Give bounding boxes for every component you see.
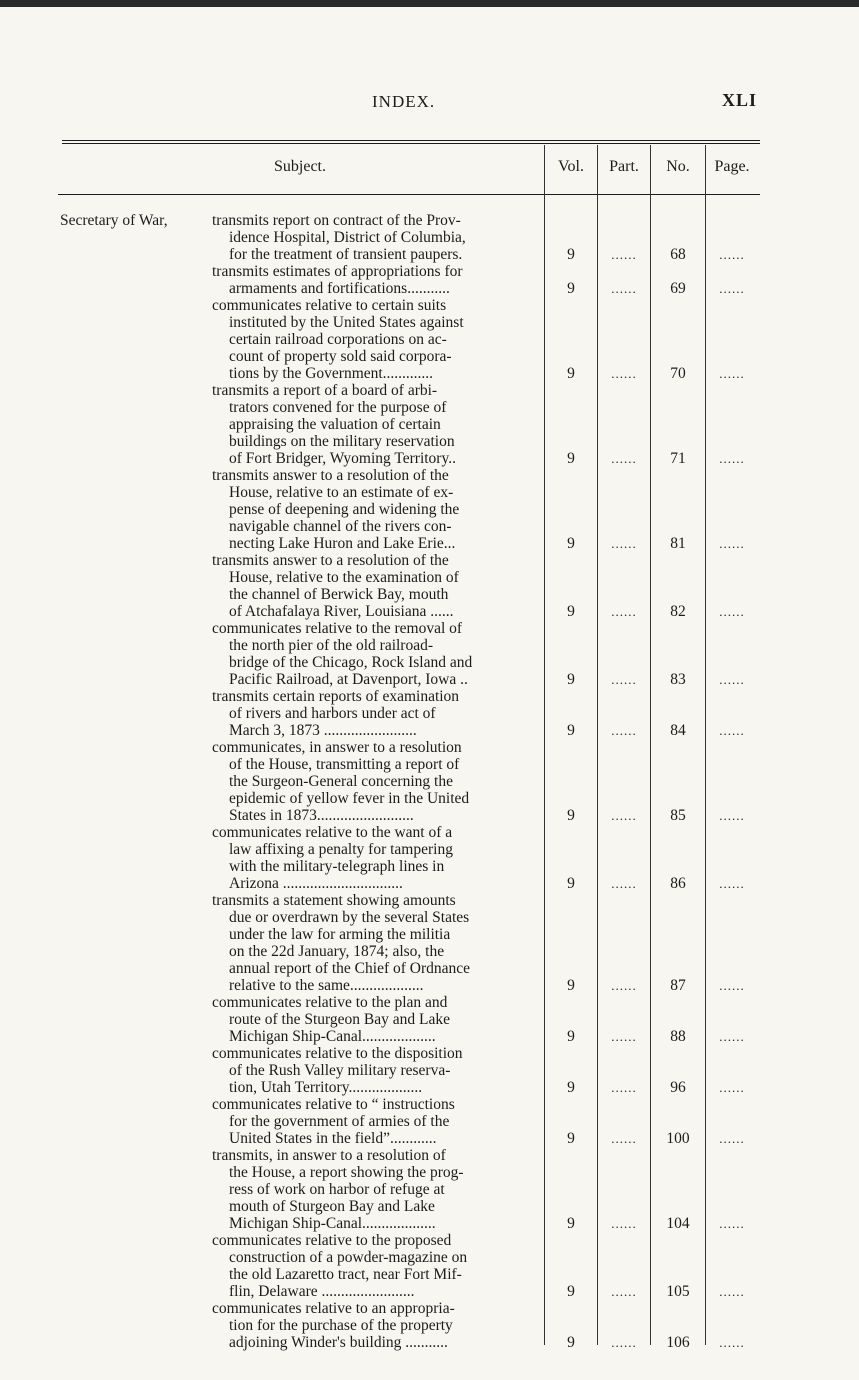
entry-line: transmits a report of a board of arbi- xyxy=(212,382,438,399)
entry-description xyxy=(212,552,540,620)
page-top-edge xyxy=(0,0,859,7)
entry-part: ...... xyxy=(611,723,637,738)
entry-line: with the military-telegraph lines in xyxy=(229,858,445,875)
entry-line: mouth of Sturgeon Bay and Lake xyxy=(229,1198,435,1215)
entry-part: ...... xyxy=(611,604,637,619)
entry-part: ...... xyxy=(611,1335,637,1350)
entry-no: 83 xyxy=(670,671,686,688)
entry-page: ...... xyxy=(719,247,745,262)
entry-line: on the 22d January, 1874; also, the xyxy=(229,943,445,960)
entry-line: Arizona ............................... xyxy=(229,875,403,892)
entry-no: 100 xyxy=(666,1130,690,1147)
entry-line: trators convened for the purpose of xyxy=(229,399,447,416)
entry-part: ...... xyxy=(611,281,637,296)
entry-line: communicates relative to an appropria- xyxy=(212,1300,455,1317)
entry-page: ...... xyxy=(719,366,745,381)
page-number: XLI xyxy=(722,90,758,110)
entry-part: ...... xyxy=(611,1080,637,1095)
entry-line: law affixing a penalty for tampering xyxy=(229,841,453,858)
entry-line: of rivers and harbors under act of xyxy=(229,705,436,722)
entry-line: States in 1873......................... xyxy=(229,807,414,824)
entry-line: communicates relative to the proposed xyxy=(212,1232,452,1249)
entry-description xyxy=(212,688,540,739)
entry-no: 106 xyxy=(666,1334,690,1351)
entry-line: communicates relative to the removal of xyxy=(212,620,463,637)
entry-description xyxy=(212,1147,540,1232)
entry-page: ...... xyxy=(719,1131,745,1146)
entry-line: pense of deepening and widening the xyxy=(229,501,460,518)
entry-no: 87 xyxy=(670,977,686,994)
entry-description xyxy=(212,739,540,824)
entry-part: ...... xyxy=(611,876,637,891)
entry-line: the north pier of the old railroad- xyxy=(229,637,434,654)
entry-line: route of the Sturgeon Bay and Lake xyxy=(229,1011,450,1028)
entry-description xyxy=(212,297,540,382)
entry-vol: 9 xyxy=(567,535,575,552)
entry-line: tions by the Government............. xyxy=(229,365,434,382)
entry-no: 81 xyxy=(670,535,686,552)
entry-description xyxy=(212,263,540,297)
entry-line: bridge of the Chicago, Rock Island and xyxy=(229,654,473,671)
entry-line: March 3, 1873 ........................ xyxy=(229,722,417,739)
entry-no: 68 xyxy=(670,246,686,263)
entry-page: ...... xyxy=(719,723,745,738)
entry-no: 88 xyxy=(670,1028,686,1045)
entry-part: ...... xyxy=(611,1131,637,1146)
entry-page: ...... xyxy=(719,604,745,619)
entry-line: instituted by the United States against xyxy=(229,314,464,331)
entry-line: under the law for arming the militia xyxy=(229,926,451,943)
entry-vol: 9 xyxy=(567,246,575,263)
entry-line: of the Rush Valley military reserva- xyxy=(229,1062,451,1079)
entry-page: ...... xyxy=(719,978,745,993)
entry-line: transmits, in answer to a resolution of xyxy=(212,1147,446,1164)
entry-page: ...... xyxy=(719,1216,745,1231)
column-divider-3 xyxy=(650,145,651,1345)
entry-no: 105 xyxy=(666,1283,690,1300)
entry-line: due or overdrawn by the several States xyxy=(229,909,470,926)
entry-vol: 9 xyxy=(567,1079,575,1096)
entry-line: armaments and fortifications........... xyxy=(229,280,450,297)
entry-line: for the government of armies of the xyxy=(229,1113,450,1130)
entry-part: ...... xyxy=(611,808,637,823)
subject-label: Secretary of War, xyxy=(60,212,168,229)
entry-description xyxy=(212,994,540,1045)
entry-line: necting Lake Huron and Lake Erie... xyxy=(229,535,456,552)
column-header-vol: Vol. xyxy=(558,158,584,175)
entry-line: communicates relative to certain suits xyxy=(212,297,447,314)
entry-line: the Surgeon-General concerning the xyxy=(229,773,453,790)
entry-line: adjoining Winder's building ........... xyxy=(229,1334,448,1351)
entry-vol: 9 xyxy=(567,1283,575,1300)
entry-line: communicates relative to the disposition xyxy=(212,1045,463,1062)
entry-line: House, relative to the examination of xyxy=(229,569,459,586)
entry-line: buildings on the military reservation xyxy=(229,433,455,450)
entry-line: the House, a report showing the prog- xyxy=(229,1164,464,1181)
entry-line: of the House, transmitting a report of xyxy=(229,756,460,773)
entry-line: epidemic of yellow fever in the United xyxy=(229,790,470,807)
entry-description xyxy=(212,892,540,994)
entry-vol: 9 xyxy=(567,977,575,994)
entry-line: communicates relative to the want of a xyxy=(212,824,453,841)
entry-description xyxy=(212,467,540,552)
entry-page: ...... xyxy=(719,1335,745,1350)
entry-page: ...... xyxy=(719,451,745,466)
entry-vol: 9 xyxy=(567,603,575,620)
entry-line: the channel of Berwick Bay, mouth xyxy=(229,586,449,603)
entry-line: United States in the field”............ xyxy=(229,1130,437,1147)
entry-line: Michigan Ship-Canal................... xyxy=(229,1215,436,1232)
entry-page: ...... xyxy=(719,281,745,296)
entry-vol: 9 xyxy=(567,1215,575,1232)
entry-part: ...... xyxy=(611,1284,637,1299)
entry-no: 71 xyxy=(670,450,686,467)
column-divider-4 xyxy=(705,145,706,1345)
entry-vol: 9 xyxy=(567,1130,575,1147)
running-header-title: INDEX. xyxy=(372,92,436,111)
entry-line: relative to the same................... xyxy=(229,977,424,994)
entry-page: ...... xyxy=(719,1080,745,1095)
entry-line: appraising the valuation of certain xyxy=(229,416,441,433)
column-header-page: Page. xyxy=(714,158,750,175)
entry-vol: 9 xyxy=(567,807,575,824)
entry-description xyxy=(212,1300,540,1351)
entry-line: certain railroad corporations on ac- xyxy=(229,331,447,348)
entry-page: ...... xyxy=(719,672,745,687)
entry-line: communicates relative to “ instructions xyxy=(212,1096,455,1113)
entry-description xyxy=(212,620,540,688)
header-rule-bottom xyxy=(58,194,760,195)
entry-vol: 9 xyxy=(567,875,575,892)
entry-line: House, relative to an estimate of ex- xyxy=(229,484,454,501)
entry-page: ...... xyxy=(719,1029,745,1044)
entry-no: 69 xyxy=(670,280,686,297)
entry-no: 82 xyxy=(670,603,686,620)
entry-line: the old Lazaretto tract, near Fort Mif- xyxy=(229,1266,462,1283)
entry-description xyxy=(212,382,540,467)
entry-vol: 9 xyxy=(567,1334,575,1351)
entry-line: transmits estimates of appropriations for xyxy=(212,263,463,280)
entry-part: ...... xyxy=(611,451,637,466)
entry-line: transmits report on contract of the Prov- xyxy=(212,212,461,229)
entry-line: navigable channel of the rivers con- xyxy=(229,518,452,535)
entry-vol: 9 xyxy=(567,365,575,382)
entry-description xyxy=(212,1096,540,1147)
entry-no: 86 xyxy=(670,875,686,892)
entry-line: Pacific Railroad, at Davenport, Iowa .. xyxy=(229,671,468,688)
entry-page: ...... xyxy=(719,876,745,891)
column-header-subject: Subject. xyxy=(274,158,326,175)
entry-vol: 9 xyxy=(567,1028,575,1045)
entry-line: ress of work on harbor of refuge at xyxy=(229,1181,445,1198)
entry-line: for the treatment of transient paupers. xyxy=(229,246,463,263)
entry-part: ...... xyxy=(611,366,637,381)
entry-page: ...... xyxy=(719,1284,745,1299)
entry-description xyxy=(212,1232,540,1300)
entry-vol: 9 xyxy=(567,671,575,688)
entry-line: annual report of the Chief of Ordnance xyxy=(229,960,471,977)
entry-no: 104 xyxy=(666,1215,690,1232)
entry-page: ...... xyxy=(719,536,745,551)
column-divider-1 xyxy=(544,145,545,1345)
entry-line: transmits certain reports of examination xyxy=(212,688,460,705)
entry-vol: 9 xyxy=(567,280,575,297)
entry-no: 70 xyxy=(670,365,686,382)
column-divider-2 xyxy=(597,145,598,1345)
entry-line: transmits answer to a resolution of the xyxy=(212,467,449,484)
entry-line: idence Hospital, District of Columbia, xyxy=(229,229,466,246)
entry-vol: 9 xyxy=(567,450,575,467)
entry-part: ...... xyxy=(611,978,637,993)
entry-page: ...... xyxy=(719,808,745,823)
entry-line: Michigan Ship-Canal................... xyxy=(229,1028,436,1045)
entry-vol: 9 xyxy=(567,722,575,739)
entry-line: communicates relative to the plan and xyxy=(212,994,448,1011)
entry-no: 85 xyxy=(670,807,686,824)
header-rule-top-2 xyxy=(62,143,760,144)
entry-line: construction of a powder-magazine on xyxy=(229,1249,468,1266)
entry-line: flin, Delaware ........................ xyxy=(229,1283,415,1300)
column-header-no: No. xyxy=(666,158,690,175)
entry-description xyxy=(212,212,540,263)
entry-part: ...... xyxy=(611,1029,637,1044)
entry-part: ...... xyxy=(611,1216,637,1231)
entry-line: transmits a statement showing amounts xyxy=(212,892,456,909)
entry-line: of Atchafalaya River, Louisiana ...... xyxy=(229,603,454,620)
entry-part: ...... xyxy=(611,672,637,687)
entry-description xyxy=(212,1045,540,1096)
entry-line: of Fort Bridger, Wyoming Territory.. xyxy=(229,450,456,467)
entry-no: 96 xyxy=(670,1079,686,1096)
entry-line: transmits answer to a resolution of the xyxy=(212,552,449,569)
header-rule-top xyxy=(62,140,760,141)
entry-line: tion for the purchase of the property xyxy=(229,1317,453,1334)
entry-part: ...... xyxy=(611,536,637,551)
entry-line: count of property sold said corpora- xyxy=(229,348,452,365)
entry-description xyxy=(212,824,540,892)
entry-line: communicates, in answer to a resolution xyxy=(212,739,462,756)
entry-no: 84 xyxy=(670,722,686,739)
entry-part: ...... xyxy=(611,247,637,262)
column-header-part: Part. xyxy=(609,158,639,175)
entry-line: tion, Utah Territory................... xyxy=(229,1079,423,1096)
